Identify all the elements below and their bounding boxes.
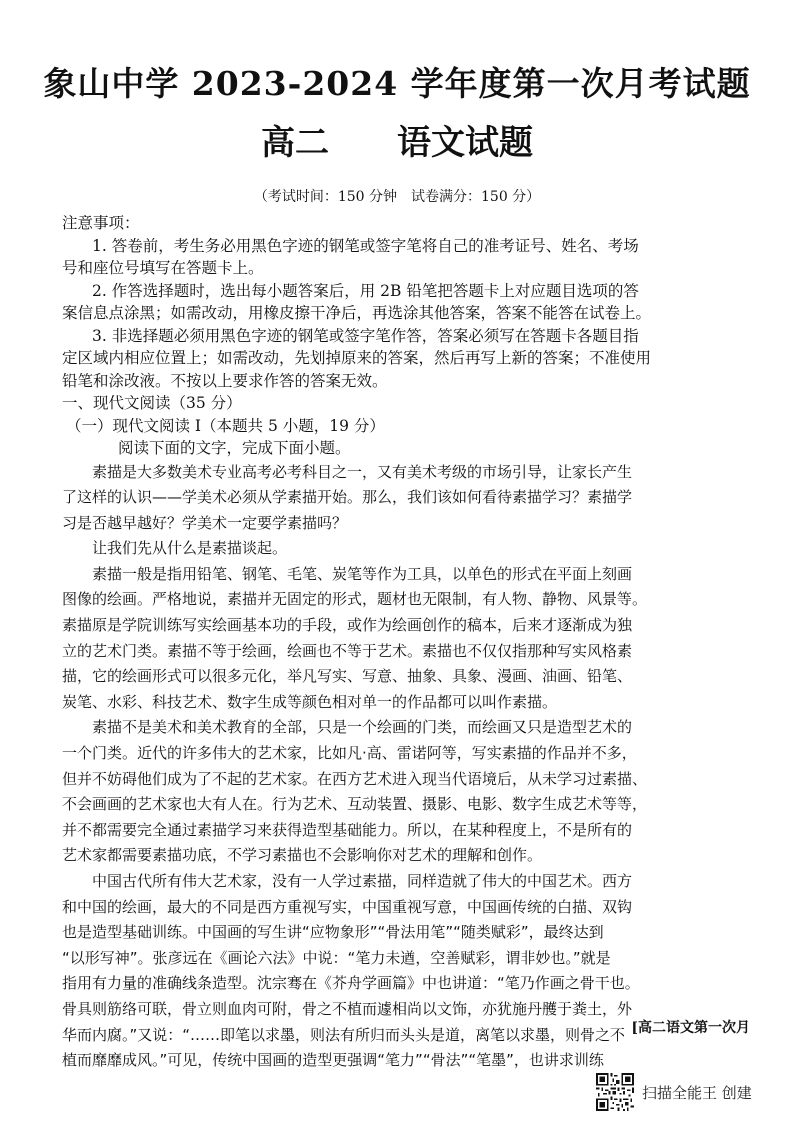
notice-line: 3. 非选择题必须用黑色字迹的钢笔或签字笔作答，答案必须写在答题卡各题目指 xyxy=(92,326,639,345)
passage-line: 素描是大多数美术专业高考必考科目之一，又有美术考级的市场引导，让家长产生 xyxy=(92,462,633,481)
passage-line: 不会画画的艺术家也大有人在。行为艺术、互动装置、摄影、电影、数字生成艺术等等， xyxy=(62,795,648,814)
passage-line: 指用有力量的准确线条造型。沈宗骞在《芥舟学画篇》中也讲道：“笔乃作画之骨干也。 xyxy=(62,974,640,993)
qr-code-icon xyxy=(596,1073,634,1111)
passage-line: 立的艺术门类。素描不等于绘画，绘画也不等于艺术。素描也不仅仅指那种写实风格素 xyxy=(62,641,633,660)
passage-line: 图像的绘画。严格地说，素描并无固定的形式，题材也无限制，有人物、静物、风景等。 xyxy=(62,590,648,609)
notice-line: 定区域内相应位置上；如需改动，先划掉原来的答案，然后再写上新的答案；不准使用 xyxy=(62,349,652,367)
passage-line: 但并不妨碍他们成为了不起的艺术家。在西方艺术进入现当代语境后，从未学习过素描、 xyxy=(62,769,648,788)
notice-line: 2. 作答选择题时，选出每小题答案后，用 2B 铅笔把答题卡上对应题目选项的答 xyxy=(92,281,639,300)
page-footer-reference: [高二语文第一次月 xyxy=(631,1020,750,1036)
watermark-text: 扫描全能王 创建 xyxy=(642,1083,752,1102)
content xyxy=(62,212,742,1074)
passage-line: 素描一般是指用铅笔、钢笔、毛笔、炭笔等作为工具，以单色的形式在平面上刻画 xyxy=(92,564,633,583)
reading-instruction: 阅读下面的文字，完成下面小题。 xyxy=(118,439,351,457)
section-heading: 一、现代文阅读（35 分） xyxy=(62,394,242,412)
section-subheading: （一）现代文阅读 I（本题共 5 小题，19 分） xyxy=(66,416,385,435)
passage-line: 艺术家都需要素描功底，不学习素描也不会影响你对艺术的理解和创作。 xyxy=(62,846,543,865)
notice-line: 号和座位号填写在答题卡上。 xyxy=(62,259,264,277)
exam-info: （考试时间：150 分钟 试卷满分：150 分） xyxy=(253,189,541,205)
page-subtitle: 高二 语文试题 xyxy=(261,123,533,163)
passage-line: 素描原是学院训练写实绘画基本功的手段，或作为绘画创作的稿本，后来才逐渐成为独 xyxy=(62,616,633,635)
passage-line: 也是造型基础训练。中国画的写生讲“应物象形”“骨法用笔”“随类赋彩”，最终达到 xyxy=(62,923,604,942)
passage-line: 和中国的绘画，最大的不同是西方重视写实，中国重视写意，中国画传统的白描、双钩 xyxy=(62,897,633,916)
passage-line: 骨具则筋络可联，骨立则血肉可附，骨之不植而遽相尚以文饰，亦犹施丹雘于粪土，外 xyxy=(62,999,633,1018)
passage-line: 中国古代所有伟大艺术家，没有一人学过素描，同样造就了伟大的中国艺术。西方 xyxy=(92,872,633,890)
notice-heading: 注意事项： xyxy=(62,214,140,232)
passage-line: 习是否越早越好？学美术一定要学素描吗？ xyxy=(62,513,348,532)
passage-line: 素描不是美术和美术教育的全部，只是一个绘画的门类，而绘画又只是造型艺术的 xyxy=(92,718,633,737)
passage-line: 让我们先从什么是素描谈起。 xyxy=(92,539,288,558)
passage-line: 了这样的认识——学美术必须从学素描开始。那么，我们该如何看待素描学习？素描学 xyxy=(62,488,633,507)
passage-line: 植而靡靡成风。”可见，传统中国画的造型更强调“笔力”“骨法”“笔墨”，也讲求训练 xyxy=(62,1051,604,1070)
passage-line: “以形写神”。张彦远在《画论六法》中说：“笔力未遒，空善赋彩，谓非妙也。”就是 xyxy=(62,948,611,967)
passage-line: 一个门类。近代的许多伟大的艺术家，比如凡·高、雷诺阿等，写实素描的作品并不多， xyxy=(62,744,637,763)
passage xyxy=(62,460,742,1074)
passage-line: 并不都需要完全通过素描学习来获得造型基础能力。所以，在某种程度上，不是所有的 xyxy=(62,820,633,839)
passage-line: 描，它的绘画形式可以很多元化，举凡写实、写意、抽象、具象、漫画、油画、铅笔、 xyxy=(62,667,633,686)
page-title: 象山中学 2023-2024 学年度第一次月考试题 xyxy=(43,64,751,103)
notice-line: 案信息点涂黑；如需改动，用橡皮擦干净后，再选涂其他答案，答案不能答在试卷上。 xyxy=(62,304,652,322)
scanner-watermark xyxy=(596,1072,752,1112)
passage-line: 华而内腐。”又说：“……即笔以求墨，则法有所归而头头是道，离笔以求墨，则骨之不 xyxy=(62,1025,626,1044)
notice-line: 1. 答卷前，考生务必用黑色字迹的钢笔或签字笔将自己的准考证号、姓名、考场 xyxy=(92,236,639,255)
passage-line: 炭笔、水彩、科技艺术、数字生成等颜色相对单一的作品都可以叫作素描。 xyxy=(62,692,558,711)
notice-line: 铅笔和涂改液。不按以上要求作答的答案无效。 xyxy=(62,371,388,390)
